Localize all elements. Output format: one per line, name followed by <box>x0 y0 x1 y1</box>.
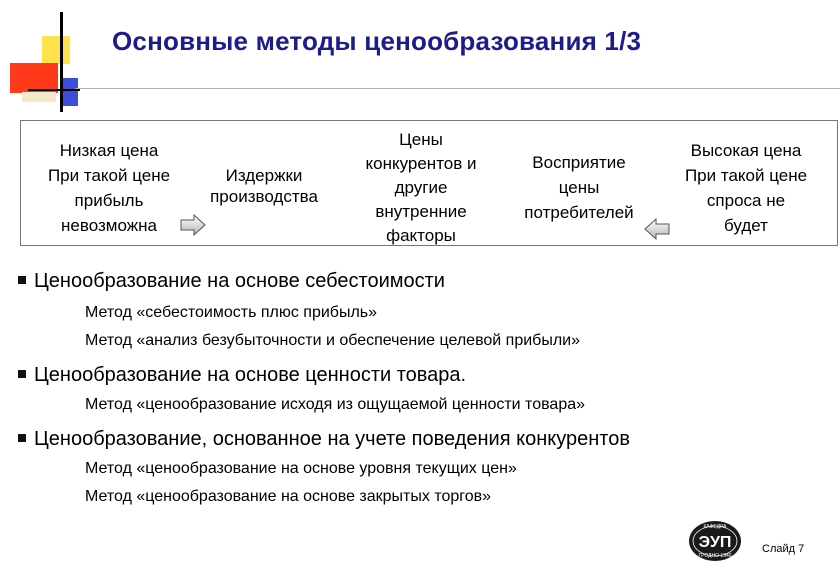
method-item: Метод «анализ безубыточности и обеспечение целевой прибыли» <box>85 332 581 349</box>
method-item: Метод «ценообразование на основе закрытых торгов» <box>85 488 492 505</box>
title-divider <box>75 88 840 89</box>
low-price-line: При такой цене <box>47 166 171 185</box>
square-bullet-icon <box>18 434 26 442</box>
competitors-line: конкурентов и <box>365 154 477 173</box>
perception-block <box>506 150 652 225</box>
section-heading: Ценообразование, основанное на учете поведения конкурентов <box>18 428 630 451</box>
logo-top-text: КАФЕДРА <box>703 524 727 530</box>
page-title: Основные методы ценообразования 1/3 <box>112 26 642 56</box>
slide-number: Слайд 7 <box>762 543 805 555</box>
low-price-line: Низкая цена <box>59 141 159 160</box>
high-price-line: будет <box>724 216 768 235</box>
competitors-line: внутренние <box>375 202 467 221</box>
low-price-line: прибыль <box>74 191 144 210</box>
costs-line: производства <box>210 187 318 206</box>
low-price-block <box>24 138 194 238</box>
costs-line: Издержки <box>225 166 303 185</box>
yellow-square <box>42 36 70 64</box>
horizontal-line <box>28 89 80 91</box>
high-price-line: Высокая цена <box>690 141 802 160</box>
perception-line: потребителей <box>524 203 634 222</box>
high-price-line: спроса не <box>706 191 786 210</box>
perception-line: Восприятие <box>532 153 626 172</box>
method-item: Метод «ценообразование на основе уровня текущих цен» <box>85 460 517 477</box>
light-square <box>22 92 56 102</box>
square-bullet-icon <box>18 370 26 378</box>
logo-bottom-text: ГРОДНО 1940 <box>698 553 732 559</box>
method-item: Метод «себестоимость плюс прибыль» <box>85 304 378 321</box>
high-price-line: При такой цене <box>684 166 808 185</box>
competitors-line: Цены <box>399 130 443 149</box>
department-logo-icon <box>687 519 743 563</box>
vertical-line <box>60 12 63 112</box>
blue-square <box>62 78 78 106</box>
costs-block <box>196 163 332 209</box>
method-item: Метод «ценообразование исходя из ощущаемой ценности товара» <box>85 396 586 413</box>
competitors-line: другие <box>394 178 448 197</box>
section-heading: Ценообразование на основе себестоимости <box>18 270 445 293</box>
section-heading: Ценообразование на основе ценности товара. <box>18 364 466 387</box>
block-arrow-right-icon <box>180 214 206 236</box>
competitors-line: факторы <box>386 226 456 245</box>
perception-line: цены <box>558 178 600 197</box>
competitors-block <box>336 128 506 248</box>
logo-main-text: ЭУП <box>698 534 732 551</box>
high-price-block <box>656 138 836 238</box>
square-bullet-icon <box>18 276 26 284</box>
low-price-line: невозможна <box>61 216 157 235</box>
